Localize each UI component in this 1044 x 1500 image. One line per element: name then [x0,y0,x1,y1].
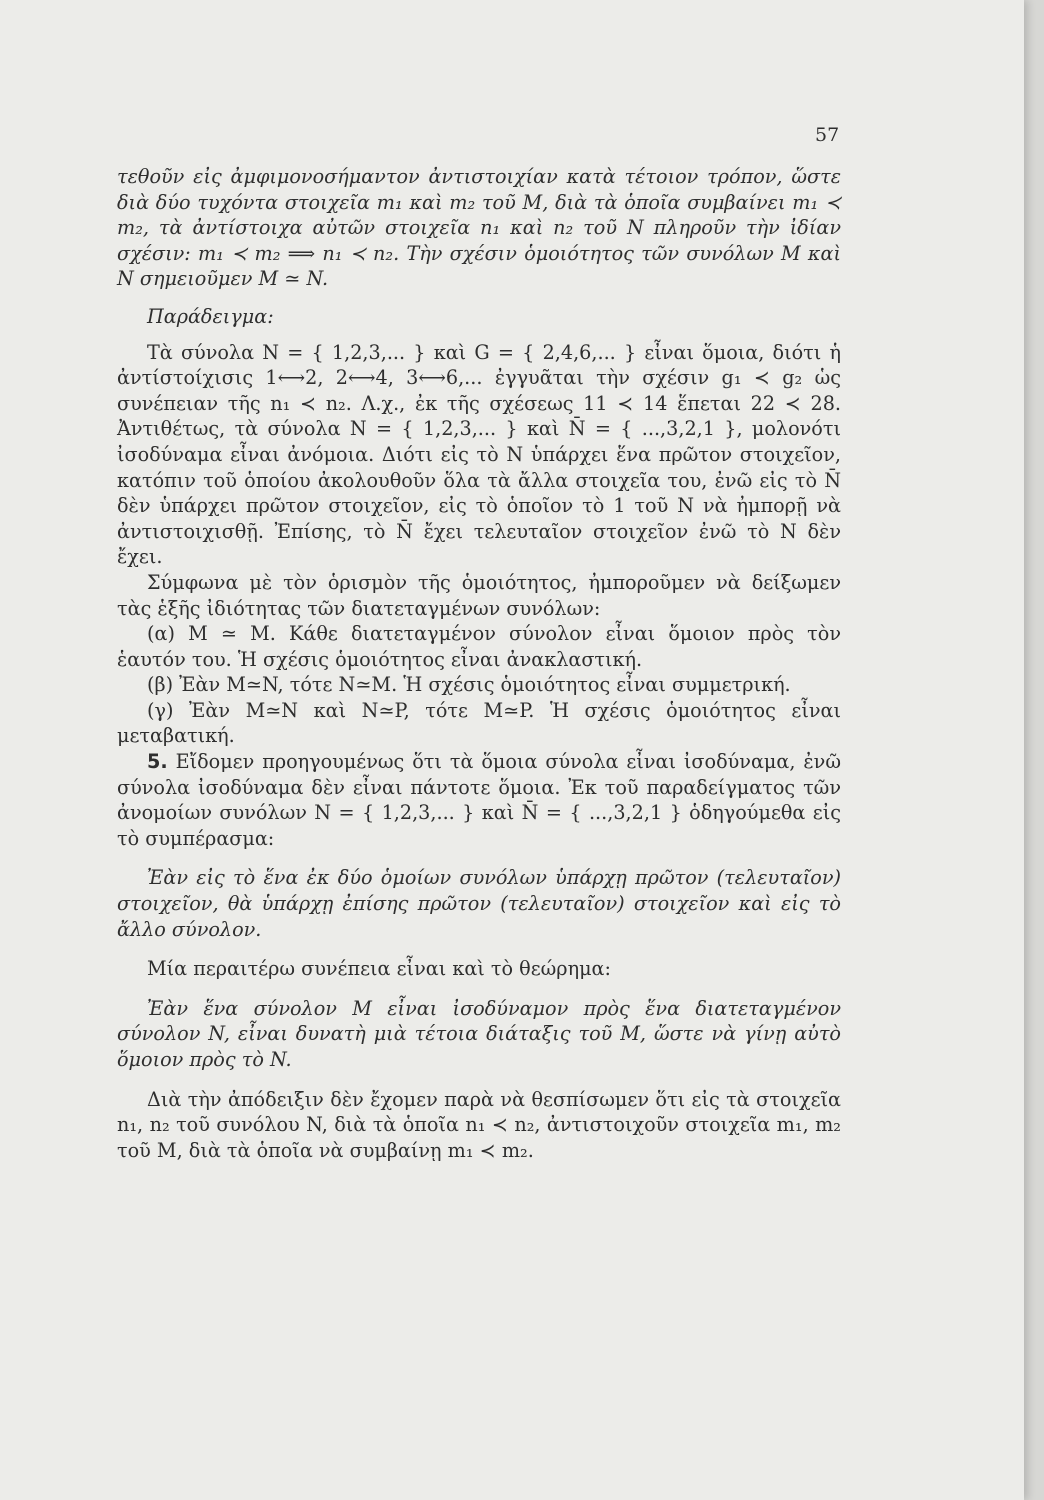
page-number: 57 [815,124,840,146]
page-body [117,164,841,1163]
paragraph-example: Τὰ σύνολα N = { 1,2,3,... } καὶ G = { 2,4,6,... } εἶναι ὅμοια, διότι ἡ ἀντίστοίχισις 1⟷2, 2⟷4, 3⟷6,... ἐγγυᾶται τὴν σχέσιν g₁ ≺ g₂ ὡς συνέπειαν τῆς n₁ ≺ n₂. Λ.χ., ἐκ τῆς σχέσεως 11 ≺ 14 ἕπεται 22 ≺ 28. Ἀντιθέτως, τὰ σύνολα N = { 1,2,3,... } καὶ N̄ = { ...,3,2,1 }, μολονότι ἰσοδύναμα εἶναι ἀνόμοια. Διότι εἰς τὸ N ὑπάρχει ἕνα πρῶτον στοιχεῖον, κατόπιν τοῦ ὁποίου ἀκολουθοῦν ὅλα τὰ ἄλλα στοιχεῖα του, ἐνῶ εἰς τὸ N̄ δὲν ὑπάρχει πρῶτον στοιχεῖον, εἰς τὸ ὁποῖον τὸ 1 τοῦ N νὰ ἠμπορῇ νὰ ἀντιστοιχισθῇ. Ἐπίσης, τὸ N̄ ἔχει τελευταῖον στοιχεῖον ἐνῶ τὸ N δὲν ἔχει. [117,340,841,569]
property-symmetric: (β) Ἐὰν M≃N, τότε N≃M. Ἡ σχέσις ὁμοιότητος εἶναι συμμετρική. [147,673,791,697]
theorem-equivalent-ordering: Ἐὰν ἕνα σύνολον M εἶναι ἰσοδύναμον πρὸς ἕνα διατεταγμένον σύνολον N, εἶναι δυνατὴ μιὰ τέτοια διάταξις τοῦ M, ὥστε νὰ γίνῃ αὐτὸ ὅμοιον πρὸς τὸ N. [117,996,841,1071]
property-transitive: (γ) Ἐὰν M≃N καὶ N≃P, τότε M≃P. Ἡ σχέσις ὁμοιότητος εἶναι μεταβατική. [117,698,841,748]
theorem-first-last-element: Ἐὰν εἰς τὸ ἕνα ἐκ δύο ὁμοίων συνόλων ὑπάρχῃ πρῶτον (τελευταῖον) στοιχεῖον, θὰ ὑπάρχῃ ἐπίσης πρῶτον (τελευταῖον) στοιχεῖον καὶ εἰς τὸ ἄλλο σύνολον. [117,866,841,941]
section-5-text: Εἴδομεν προηγουμένως ὅτι τὰ ὅμοια σύνολα εἶναι ἰσοδύναμα, ἐνῶ σύνολα ἰσοδύναμα δὲν εἶναι πάντοτε ὅμοια. Ἐκ τοῦ παραδείγματος τῶν ἀνομοίων συνόλων N = { 1,2,3,... } καὶ N̄ = { ...,3,2,1 } ὁδηγούμεθα εἰς τὸ συμπέρασμα: [117,750,841,850]
property-reflexive: (α) M ≃ M. Κάθε διατεταγμένον σύνολον εἶναι ὅμοιον πρὸς τὸν ἑαυτόν του. Ἡ σχέσις ὁμοιότητος εἶναι ἀνακλαστική. [117,622,841,671]
paragraph-properties-intro: Σύμφωνα μὲ τὸν ὁρισμὸν τῆς ὁμοιότητος, ἠμποροῦμεν νὰ δείξωμεν τὰς ἑξῆς ἰδιότητας τῶν διατεταγμένων συνόλων: [117,570,841,620]
paragraph-definition-continued: τεθοῦν εἰς ἀμφιμονοσήμαντον ἀντιστοιχίαν κατὰ τέτοιον τρόπον, ὥστε διὰ δύο τυχόντα στοιχεῖα m₁ καὶ m₂ τοῦ M, διὰ τὰ ὁποῖα συμβαίνει m₁ ≺ m₂, τὰ ἀντίστοιχα αὐτῶν στοιχεῖα n₁ καὶ n₂ τοῦ N πληροῦν τὴν ἰδίαν σχέσιν: m₁ ≺ m₂ ⟹ n₁ ≺ n₂. Τὴν σχέσιν ὁμοιότητος τῶν συνόλων M καὶ N σημειοῦμεν M ≃ N. [117,165,841,291]
example-heading: Παράδειγμα: [147,304,274,328]
section-number: 5. [147,750,168,774]
paragraph-section-5 [117,749,841,851]
paragraph-further-consequence: Μία περαιτέρω συνέπεια εἶναι καὶ τὸ θεώρημα: [147,957,611,981]
paragraph-proof: Διὰ τὴν ἀπόδειξιν δὲν ἔχομεν παρὰ νὰ θεσπίσωμεν ὅτι εἰς τὰ στοιχεῖα n₁, n₂ τοῦ συνόλου N, διὰ τὰ ὁποῖα n₁ ≺ n₂, ἀντιστοιχοῦν στοιχεῖα m₁, m₂ τοῦ M, διὰ τὰ ὁποῖα νὰ συμβαίνῃ m₁ ≺ m₂. [117,1087,841,1162]
